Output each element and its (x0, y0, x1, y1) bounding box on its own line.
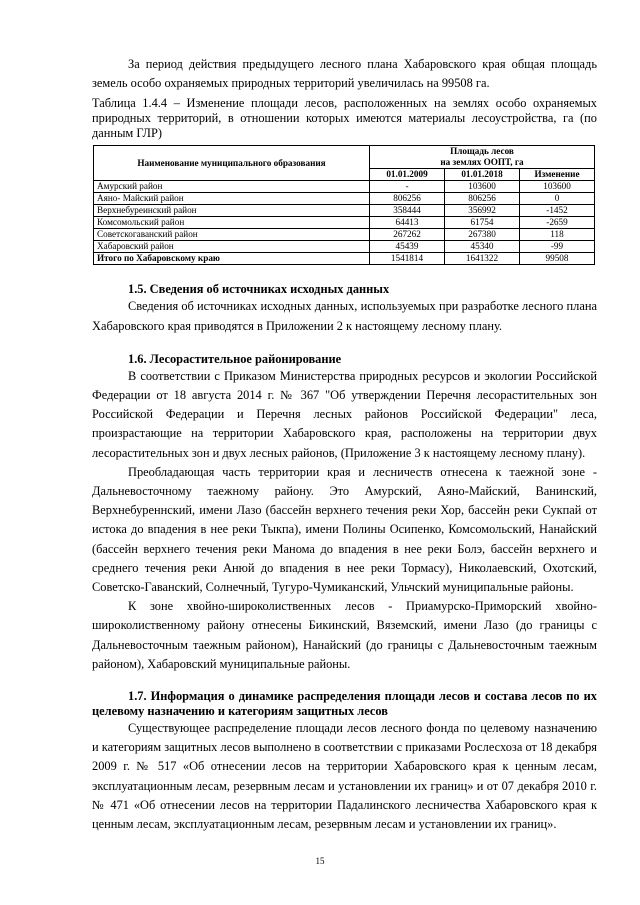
section-1-6-paragraph-2: Преобладающая часть территории края и лесничеств отнесена к таежной зоне - Дальневосточному таежному району. Это Амурский, Аяно-Майский, Ванинский, Верхнебуреннский, имени Лазо (бассейн верхнего течения реки Хор, бассейн реки Сукпай от истока до впадения в нее реки Тыкпа), имени Полины Осипенко, Комсомольский, Нанайский (бассейн верхнего течения реки Манома до впадения в нее реки Болэ, бассейн верхнего и среднего течения реки Анюй до впадения в нее реки Тормасу), Николаевский, Охотский, Советско-Гаванский, Солнечный, Тугуро-Чумиканский, Ульчский муниципальные районы. (92, 464, 597, 595)
header-col-change: Изменение (520, 169, 595, 181)
total-name: Итого по Хабаровскому краю (94, 253, 370, 265)
row-change: 118 (520, 229, 595, 241)
row-change: -2659 (520, 217, 595, 229)
row-name: Амурский район (94, 181, 370, 193)
section-1-6-paragraph-1: В соответствии с Приказом Министерства природных ресурсов и экологии Российской Федерации от 18 августа 2014 г. № 367 "Об утверждении Перечня лесорастительных зон Российской Федерации и Перечня лесных районов Российской Федерации" леса, произрастающие на территории Хабаровского края, расположены на территории двух лесорастительных зон и двух лесных районов, (Приложение 3 к настоящему лесному плану). (92, 368, 597, 460)
row-change: -99 (520, 241, 595, 253)
table-total-row (94, 253, 595, 265)
document-page (92, 55, 597, 834)
row-2009: 358444 (370, 205, 445, 217)
table-row (94, 217, 595, 229)
row-2009: 267262 (370, 229, 445, 241)
section-1-6-paragraph-3: К зоне хвойно-широколиственных лесов - Приамурско-Приморский хвойно-широколиственному району отнесены Бикинский, Вяземский, имени Лазо (до границы с Дальневосточным таежным районом), Нанайский (до границы с Дальневосточным таежным районом), Хабаровский муниципальные районы. (92, 599, 597, 671)
row-name: Хабаровский район (94, 241, 370, 253)
table-row (94, 241, 595, 253)
page-number: 15 (315, 856, 325, 866)
row-2009: 806256 (370, 193, 445, 205)
forest-area-table (93, 145, 595, 265)
table-row (94, 205, 595, 217)
section-1-5-paragraph: Сведения об источниках исходных данных, используемых при разработке лесного плана Хабаровского края приводятся в Приложении 2 к настоящему лесному плану. (92, 299, 597, 333)
row-2009: - (370, 181, 445, 193)
total-2009: 1541814 (370, 253, 445, 265)
row-change: -1452 (520, 205, 595, 217)
row-name: Комсомольский район (94, 217, 370, 229)
table-caption: Таблица 1.4.4 – Изменение площади лесов, расположенных на землях особо охраняемых природных территорий, в отношении которых имеются материалы лесоустройства, га (по данным ГЛР) (92, 96, 597, 141)
row-2009: 45439 (370, 241, 445, 253)
intro-paragraph: За период действия предыдущего лесного плана Хабаровского края общая площадь земель особо охраняемых природных территорий увеличилась на 99508 га. (92, 57, 597, 91)
row-2018: 45340 (445, 241, 520, 253)
row-name: Аяно- Майский район (94, 193, 370, 205)
table-header-row (94, 146, 595, 169)
section-1-7-paragraph: Существующее распределение площади лесов лесного фонда по целевому назначению и категориям защитных лесов выполнено в соответствии с приказами Рослесхоза от 18 декабря 2009 г. № 517 «Об отнесении лесов на территории Хабаровского края к ценным лесам, эксплуатационным лесам, резервным лесам и установлении их границ» и от 07 декабря 2010 г. № 471 «Об отнесении лесов на территории Падалинского лесничества Хабаровского края к ценным лесам, эксплуатационным лесам, резервным лесам и установлении их границ». (92, 721, 597, 832)
table-row (94, 193, 595, 205)
section-1-6-title: 1.6. Лесорастительное районирование (128, 351, 342, 366)
header-col-2009: 01.01.2009 (370, 169, 445, 181)
header-group (370, 146, 595, 169)
header-col-2018: 01.01.2018 (445, 169, 520, 181)
total-2018: 1641322 (445, 253, 520, 265)
section-1-5-title: 1.5. Сведения об источниках исходных данных (128, 282, 390, 297)
row-2018: 61754 (445, 217, 520, 229)
header-group-line2: на землях ООПТ, га (440, 157, 524, 168)
table-row (94, 229, 595, 241)
section-1-7-title: 1.7. Информация о динамике распределения площади лесов и состава лесов по их целевому назначению и категориям защитных лесов (92, 689, 597, 719)
row-change: 103600 (520, 181, 595, 193)
row-name: Советскогаванский район (94, 229, 370, 241)
row-2018: 356992 (445, 205, 520, 217)
row-2018: 806256 (445, 193, 520, 205)
row-2018: 103600 (445, 181, 520, 193)
header-name: Наименование муниципального образования (94, 146, 370, 181)
row-name: Верхнебуреинский район (94, 205, 370, 217)
row-change: 0 (520, 193, 595, 205)
total-change: 99508 (520, 253, 595, 265)
row-2018: 267380 (445, 229, 520, 241)
row-2009: 64413 (370, 217, 445, 229)
header-group-line1: Площадь лесов (450, 146, 514, 157)
table-row (94, 181, 595, 193)
